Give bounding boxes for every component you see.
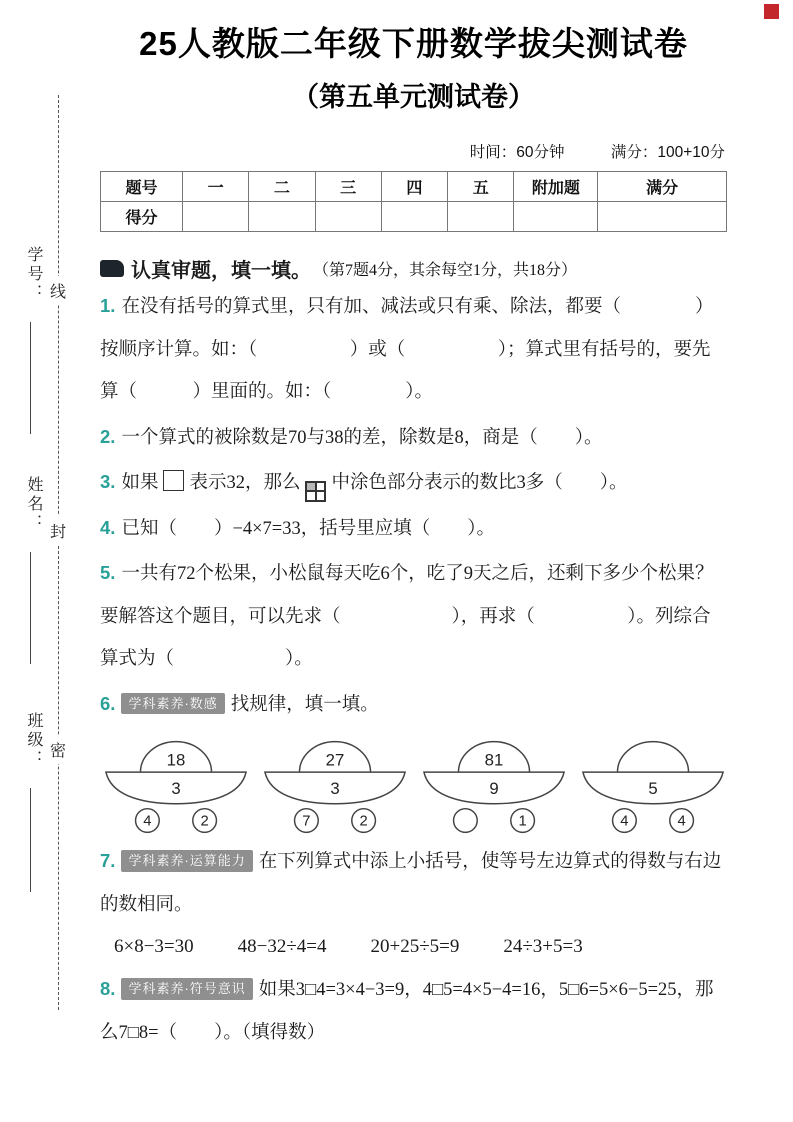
main-content xyxy=(100,18,727,1055)
question-3 xyxy=(100,461,727,505)
expression: 48−32÷4=4 xyxy=(237,935,327,957)
name-label: 姓名： xyxy=(25,476,42,533)
score-blank-cell xyxy=(381,202,447,232)
score-blank-cell xyxy=(514,202,598,232)
question-1-number: 1. xyxy=(100,295,116,316)
score-blank-cell xyxy=(183,202,249,232)
ufo-2-dome-value: 27 xyxy=(325,750,345,770)
score-blank-cell xyxy=(598,202,727,232)
ufo-diagram-3 xyxy=(420,732,568,838)
ufo-4-circle-2-value: 4 xyxy=(677,813,686,830)
question-5-number: 5. xyxy=(100,562,116,584)
section-1-header xyxy=(100,254,727,283)
score-header-cell: 二 xyxy=(249,172,315,202)
question-7-number: 7. xyxy=(100,850,116,872)
score-header-cell: 五 xyxy=(448,172,514,202)
question-3-text-pre: 如果 xyxy=(121,473,159,494)
score-header-cell: 一 xyxy=(183,172,249,202)
score-blank-cell xyxy=(448,202,514,232)
score-label-cell: 得分 xyxy=(101,202,183,232)
ufo-1-dome-value: 18 xyxy=(166,750,186,770)
ufo-3-dome-value: 81 xyxy=(484,750,504,770)
ufo-diagram-row xyxy=(102,732,727,838)
score-header-cell: 四 xyxy=(381,172,447,202)
question-8-text: 如果3□4=3×4−3=9，4□5=4×5−4=16，5□6=5×6−5=25，那么7□8=（ ）。（填得数） xyxy=(100,980,714,1043)
question-8-number: 8. xyxy=(100,978,116,1000)
score-header-cell: 题号 xyxy=(101,172,183,202)
ufo-3-body-value: 9 xyxy=(489,779,499,799)
score-header-cell: 满分 xyxy=(598,172,727,202)
ufo-diagram-2 xyxy=(261,732,409,838)
ufo-2-body-value: 3 xyxy=(330,779,340,799)
seal-char-line: 线 xyxy=(50,276,66,305)
question-1-text: 在没有括号的算式里，只有加、减法或只有乘、除法，都要（ ）按顺序计算。如：（ ）或（ ）；算式里有括号的，要先算（ ）里面的。如：（ ）。 xyxy=(100,297,714,403)
ufo-1-circle-2-value: 2 xyxy=(200,813,209,830)
ufo-1-circle-1-value: 4 xyxy=(143,813,152,830)
question-6-text: 找规律，填一填。 xyxy=(230,694,379,715)
expression: 6×8−3=30 xyxy=(114,935,194,957)
expression: 20+25÷5=9 xyxy=(370,935,460,957)
question-2-text: 一个算式的被除数是70与38的差，除数是8，商是（ ）。 xyxy=(121,427,603,448)
question-4 xyxy=(100,507,727,551)
question-6-number: 6. xyxy=(100,692,116,714)
seal-char-secret: 密 xyxy=(50,735,66,764)
score-table-header-row xyxy=(101,172,727,202)
question-3-text-post: 中涂色部分表示的数比3多（ ）。 xyxy=(331,473,628,494)
red-marker xyxy=(764,4,779,19)
score-table xyxy=(100,171,727,232)
question-3-number: 3. xyxy=(100,471,116,493)
question-7 xyxy=(100,840,727,926)
ufo-1-body-value: 3 xyxy=(171,779,181,799)
class-line xyxy=(30,788,31,892)
question-3-text-mid: 表示32，那么 xyxy=(189,473,301,494)
student-id-line xyxy=(30,322,31,434)
clipboard-icon xyxy=(100,260,124,277)
question-4-number: 4. xyxy=(100,516,116,538)
student-id-label: 学号： xyxy=(25,246,42,303)
meta-time: 时间：60分钟 xyxy=(469,144,565,161)
seal-char-seal: 封 xyxy=(50,516,66,545)
question-6 xyxy=(100,683,727,727)
question-8 xyxy=(100,968,727,1054)
score-blank-cell xyxy=(315,202,381,232)
page-subtitle: （第五单元测试卷） xyxy=(292,82,535,112)
ufo-2-circle-2-value: 2 xyxy=(359,813,368,830)
section-1-note: （第7题4分，其余每空1分，共18分） xyxy=(313,262,578,279)
question-7-expressions xyxy=(114,927,727,967)
question-5-text: 一共有72个松果，小松鼠每天吃6个，吃了9天之后，还剩下多少个松果？要解答这个题目，可以先求（ ），再求（ ）。列综合算式为（ ）。 xyxy=(100,564,714,670)
name-line xyxy=(30,552,31,664)
divided-square-icon xyxy=(305,481,326,502)
seal-dashed-line xyxy=(58,95,59,1010)
question-2-number: 2. xyxy=(100,425,116,447)
question-7-text: 在下列算式中添上小括号，使等号左边算式的得数与右边的数相同。 xyxy=(100,852,722,916)
exam-meta xyxy=(100,140,727,162)
section-1-title: 认真审题，填一填。 xyxy=(131,260,311,282)
question-2 xyxy=(100,416,727,460)
ufo-3-circle-2-value: 1 xyxy=(518,813,527,830)
question-8-badge: 学科素养·符号意识 xyxy=(121,978,252,1000)
ufo-diagram-4 xyxy=(579,732,727,838)
score-header-cell: 附加题 xyxy=(514,172,598,202)
ufo-diagram-1 xyxy=(102,732,250,838)
expression: 24÷3+5=3 xyxy=(503,935,583,957)
question-5 xyxy=(100,552,727,681)
score-table-score-row xyxy=(101,202,727,232)
question-7-badge: 学科素养·运算能力 xyxy=(121,850,252,872)
score-blank-cell xyxy=(249,202,315,232)
question-6-badge: 学科素养·数感 xyxy=(121,693,224,715)
page-title: 25人教版二年级下册数学拔尖测试卷 xyxy=(139,25,688,62)
ufo-4-circle-1-value: 4 xyxy=(620,813,629,830)
ufo-4-body-value: 5 xyxy=(648,779,658,799)
ufo-2-circle-1-value: 7 xyxy=(302,813,311,830)
class-label: 班级： xyxy=(25,712,42,769)
question-1 xyxy=(100,285,727,414)
blank-square-icon xyxy=(163,470,184,491)
meta-score: 满分：100+10分 xyxy=(610,144,725,161)
score-header-cell: 三 xyxy=(315,172,381,202)
question-4-text: 已知（ ）−4×7=33，括号里应填（ ）。 xyxy=(121,518,495,539)
